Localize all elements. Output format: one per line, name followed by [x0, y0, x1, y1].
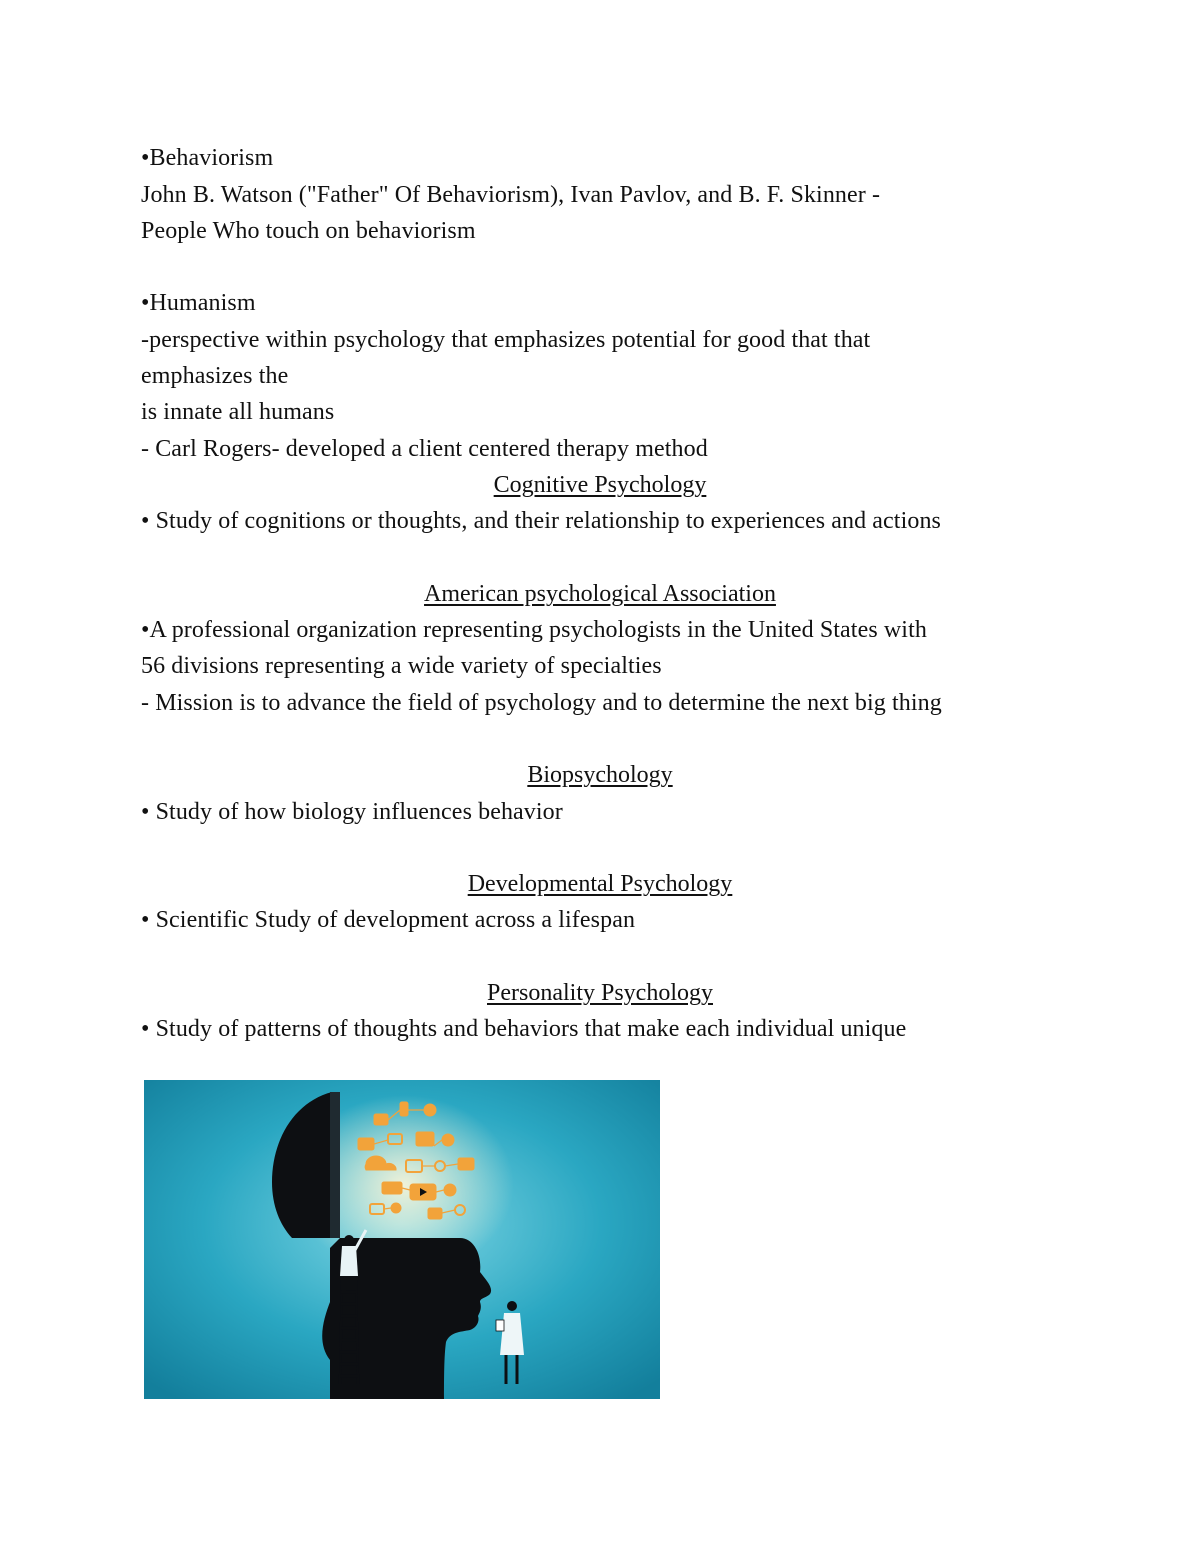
skull-rim: [330, 1092, 340, 1238]
head-illustration-svg: [144, 1080, 660, 1399]
biopsychology-heading: [0, 760, 1200, 790]
personality-heading-text: Personality Psychology: [487, 980, 713, 1006]
behaviorism-line: People Who touch on behaviorism: [141, 218, 476, 244]
behaviorism-title: •Behaviorism: [141, 145, 274, 171]
developmental-heading-text: Developmental Psychology: [467, 871, 733, 897]
biopsychology-line: • Study of how biology influences behavior: [141, 799, 563, 825]
personality-line: • Study of patterns of thoughts and behaviors that make each individual unique: [141, 1016, 907, 1042]
humanism-line: emphasizes the: [141, 363, 289, 389]
developmental-heading: [0, 869, 1200, 899]
psychology-illustration: [144, 1080, 660, 1399]
apa-line: - Mission is to advance the field of psychology and to determine the next big thing: [141, 690, 942, 716]
apa-line: •A professional organization representing psychologists in the United States with: [141, 617, 927, 643]
cognitive-heading: [0, 470, 1200, 500]
humanism-title: •Humanism: [141, 290, 256, 316]
apa-heading-text: American psychological Association: [424, 581, 776, 607]
cognitive-line: • Study of cognitions or thoughts, and their relationship to experiences and actions: [141, 508, 941, 534]
cognitive-heading-text: Cognitive Psychology: [493, 472, 707, 498]
personality-heading: [0, 978, 1200, 1008]
apa-line: 56 divisions representing a wide variety of specialties: [141, 653, 662, 679]
behaviorism-line: John B. Watson ("Father" Of Behaviorism), Ivan Pavlov, and B. F. Skinner -: [141, 182, 881, 208]
apa-heading: [0, 579, 1200, 609]
humanism-line: is innate all humans: [141, 399, 335, 425]
humanism-line: - Carl Rogers- developed a client centered therapy method: [141, 436, 708, 462]
developmental-line: • Scientific Study of development across a lifespan: [141, 907, 636, 933]
biopsychology-heading-text: Biopsychology: [527, 762, 673, 788]
humanism-line: -perspective within psychology that emphasizes potential for good that that: [141, 327, 871, 353]
